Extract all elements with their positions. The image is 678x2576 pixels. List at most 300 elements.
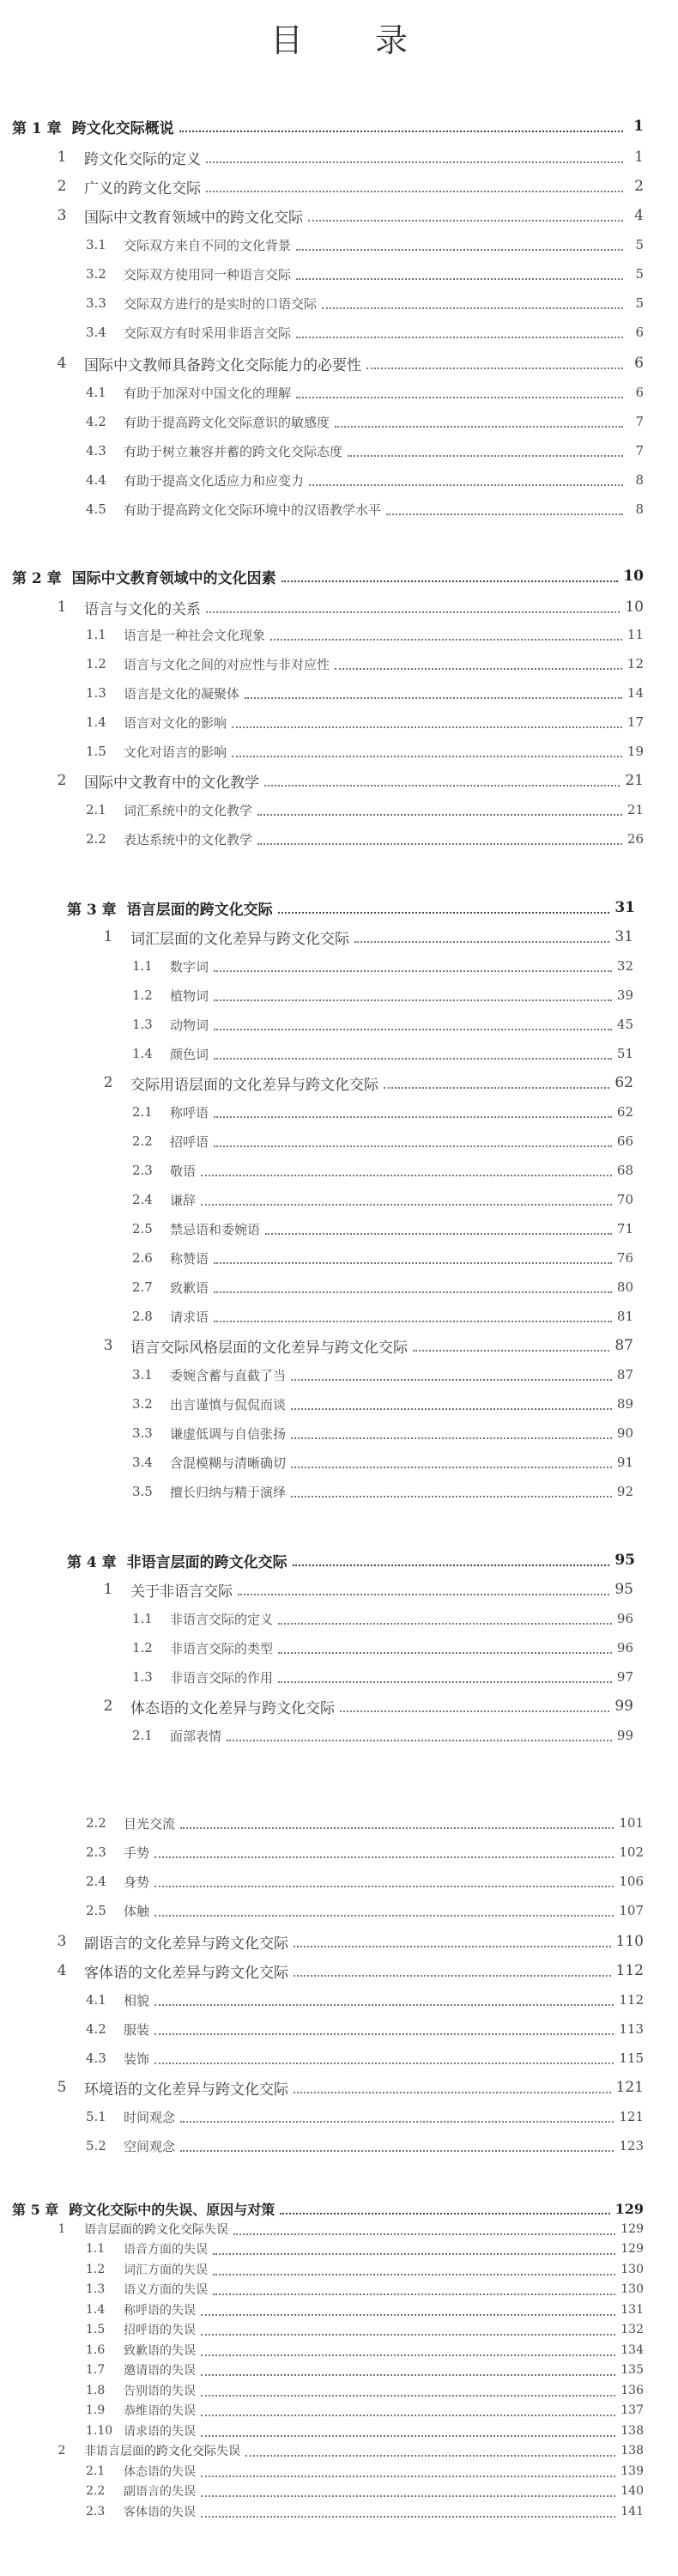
toc-number: 2.2 xyxy=(86,2484,106,2498)
toc-subsection-row[interactable] xyxy=(82,2044,644,2073)
toc-title: 体态语的文化差异与跨文化交际 xyxy=(130,1699,335,1717)
toc-number: 1.4 xyxy=(132,1046,153,1061)
toc-number: 3.1 xyxy=(132,1367,153,1382)
toc-number: 1.3 xyxy=(132,1669,153,1685)
toc-number: 3.5 xyxy=(132,1484,153,1499)
toc-number: 3.4 xyxy=(86,325,106,340)
toc-subsection-row[interactable] xyxy=(129,1010,633,1039)
toc-subsection-row[interactable] xyxy=(82,1896,644,1925)
toc-number: 1 xyxy=(103,928,113,945)
toc-subsection-row[interactable] xyxy=(129,1633,633,1662)
toc-subsection-row[interactable] xyxy=(129,1477,633,1506)
toc-number: 1 xyxy=(57,598,67,616)
toc-leader-dots xyxy=(291,1394,612,1410)
toc-subsection-row[interactable] xyxy=(82,620,644,649)
toc-leader-dots xyxy=(206,598,620,613)
toc-number: 1.9 xyxy=(86,2403,106,2417)
toc-title: 谦虚低调与自信张扬 xyxy=(170,1425,287,1442)
toc-page-number: 1 xyxy=(634,149,644,166)
toc-number: 2.3 xyxy=(132,1163,153,1178)
toc-leader-dots xyxy=(154,1872,614,1887)
toc-leader-dots xyxy=(213,2260,615,2275)
toc-leader-dots xyxy=(213,2239,615,2255)
toc-page-number: 91 xyxy=(616,1455,633,1470)
toc-title: 请求语 xyxy=(170,1309,209,1325)
toc-subsection-row[interactable] xyxy=(82,2461,644,2482)
toc-number: 2.2 xyxy=(86,831,106,847)
toc-title: 恭维语的失误 xyxy=(124,2404,196,2418)
toc-title: 招呼语的失误 xyxy=(124,2324,196,2337)
toc-subsection-row[interactable] xyxy=(82,2501,644,2522)
toc-subsection-row[interactable] xyxy=(82,230,644,259)
toc-section-row[interactable] xyxy=(86,1068,633,1097)
toc-number: 5.1 xyxy=(86,2109,106,2124)
toc-section-row[interactable] xyxy=(86,1331,633,1360)
toc-section-row[interactable] xyxy=(86,922,633,951)
toc-page-number: 5 xyxy=(635,295,644,311)
toc-leader-dots xyxy=(214,1278,612,1293)
toc-page-number: 70 xyxy=(616,1192,633,1207)
toc-section-row[interactable] xyxy=(39,2073,644,2102)
toc-title: 有助于加深对中国文化的理解 xyxy=(124,385,292,401)
toc-subsection-row[interactable] xyxy=(129,1360,633,1389)
toc-title: 空间观念 xyxy=(124,2138,176,2154)
toc-subsection-row[interactable] xyxy=(82,824,644,854)
toc-number: 第 4 章 xyxy=(67,1553,117,1571)
toc-number: 4.2 xyxy=(86,2021,106,2037)
toc-title: 致歉语的失误 xyxy=(124,2343,196,2358)
toc-number: 1.8 xyxy=(86,2383,106,2397)
toc-leader-dots xyxy=(257,800,622,816)
toc-title: 词汇系统中的文化教学 xyxy=(124,802,253,818)
toc-leader-dots xyxy=(265,1219,612,1235)
toc-section-row[interactable] xyxy=(39,143,644,172)
toc-subsection-row[interactable] xyxy=(129,1097,633,1127)
toc-subsection-row[interactable] xyxy=(82,465,644,495)
toc-leader-dots xyxy=(291,1424,612,1439)
toc-subsection-row[interactable] xyxy=(82,2319,644,2340)
toc-title: 有助于提高文化适应力和应变力 xyxy=(124,472,305,489)
toc-title: 称呼语 xyxy=(170,1104,209,1121)
toc-leader-dots xyxy=(293,1551,610,1566)
toc-number: 2 xyxy=(58,2444,66,2458)
toc-title: 跨文化交际概说 xyxy=(71,119,174,137)
toc-title: 语音方面的失误 xyxy=(124,2243,208,2257)
toc-title: 非语言层面的跨文化交际失误 xyxy=(84,2445,240,2458)
toc-title: 相貌 xyxy=(124,1992,150,2008)
toc-page-number: 130 xyxy=(620,2282,644,2296)
toc-number: 1.2 xyxy=(86,656,106,671)
toc-leader-dots xyxy=(386,500,623,515)
toc-page-number: 106 xyxy=(619,1874,644,1889)
toc-subsection-row[interactable] xyxy=(82,795,644,824)
toc-number: 4.1 xyxy=(86,385,106,400)
toc-leader-dots xyxy=(308,206,623,222)
toc-subsection-row[interactable] xyxy=(82,289,644,318)
toc-title: 非语言交际的作用 xyxy=(170,1669,274,1686)
toc-page-number: 21 xyxy=(627,802,644,817)
toc-subsection-row[interactable] xyxy=(129,1302,633,1331)
toc-number: 1.4 xyxy=(86,2302,106,2317)
toc-number: 2 xyxy=(57,178,67,195)
toc-page-number: 132 xyxy=(620,2323,644,2336)
toc-subsection-row[interactable] xyxy=(129,1419,633,1448)
toc-leader-dots xyxy=(270,625,622,641)
toc-page-number: 87 xyxy=(614,1337,633,1354)
toc-title: 交际双方使用同一种语言交际 xyxy=(124,266,292,283)
toc-leader-dots xyxy=(296,235,623,251)
toc-number: 第 2 章 xyxy=(12,569,62,587)
toc-subsection-row[interactable] xyxy=(82,2259,644,2280)
toc-subsection-row[interactable] xyxy=(82,649,644,678)
toc-title: 有助于提高跨文化交际意识的敏感度 xyxy=(124,414,330,430)
toc-section-row[interactable] xyxy=(86,1575,633,1604)
toc-section-row[interactable] xyxy=(39,349,644,378)
toc-number: 1.5 xyxy=(86,2323,106,2336)
toc-leader-dots xyxy=(154,1843,614,1858)
toc-subsection-row[interactable] xyxy=(82,2340,644,2360)
toc-title: 交际双方进行的是实时的口语交际 xyxy=(124,295,318,312)
toc-subsection-row[interactable] xyxy=(129,1185,633,1214)
toc-leader-dots xyxy=(179,117,623,132)
toc-page-number: 96 xyxy=(616,1640,633,1656)
toc-subsection-row[interactable] xyxy=(82,318,644,347)
toc-title: 语言与文化之间的对应性与非对应性 xyxy=(124,656,330,672)
toc-title: 告别语的失误 xyxy=(124,2384,196,2398)
toc-title: 目光交流 xyxy=(124,1815,176,1832)
toc-title: 敬语 xyxy=(170,1163,197,1179)
toc-number: 4.3 xyxy=(86,443,106,459)
toc-title: 交际双方有时采用非语言交际 xyxy=(124,325,292,341)
toc-section-row[interactable] xyxy=(39,1927,644,1956)
toc-page-number: 8 xyxy=(635,472,644,488)
toc-leader-dots xyxy=(291,1365,612,1381)
toc-title: 动物词 xyxy=(170,1017,209,1033)
toc-title: 客体语的文化差异与跨文化交际 xyxy=(84,1964,288,1982)
toc-title: 装饰 xyxy=(124,2050,150,2067)
toc-section-row[interactable] xyxy=(86,1692,633,1721)
toc-page-number: 1 xyxy=(633,118,644,135)
toc-number: 2 xyxy=(103,1074,113,1091)
toc-subsection-row[interactable] xyxy=(82,708,644,737)
toc-number: 1 xyxy=(58,2221,66,2236)
toc-subsection-row[interactable] xyxy=(129,1721,633,1750)
toc-page-number: 11 xyxy=(627,627,644,642)
toc-leader-dots xyxy=(245,2441,615,2457)
toc-number: 1.1 xyxy=(132,1611,153,1626)
toc-title: 交际双方来自不同的文化背景 xyxy=(124,237,292,253)
toc-page-number: 4 xyxy=(634,207,644,224)
toc-section-row[interactable] xyxy=(39,2219,644,2239)
toc-leader-dots xyxy=(232,742,622,757)
toc-subsection-row[interactable] xyxy=(82,2400,644,2421)
toc-leader-dots xyxy=(180,2107,614,2123)
toc-title: 邀请语的失误 xyxy=(124,2364,196,2378)
toc-page-number: 97 xyxy=(616,1669,633,1685)
toc-subsection-row[interactable] xyxy=(82,1808,644,1838)
toc-number: 2.8 xyxy=(132,1309,153,1324)
toc-leader-dots xyxy=(227,1726,612,1741)
toc-subsection-row[interactable] xyxy=(82,407,644,436)
toc-title: 服装 xyxy=(124,2021,150,2038)
toc-leader-dots xyxy=(154,2020,614,2035)
page-title: 目 录 xyxy=(269,21,439,59)
toc-subsection-row[interactable] xyxy=(82,1838,644,1867)
toc-section-row[interactable] xyxy=(39,766,644,795)
toc-subsection-row[interactable] xyxy=(129,1039,633,1068)
toc-leader-dots xyxy=(291,1453,612,1468)
toc-title: 禁忌语和委婉语 xyxy=(170,1221,261,1237)
toc-title: 客体语的失误 xyxy=(124,2505,196,2519)
toc-subsection-row[interactable] xyxy=(82,2300,644,2320)
toc-leader-dots xyxy=(384,1073,609,1089)
toc-number: 1.10 xyxy=(86,2423,113,2438)
toc-section-row[interactable] xyxy=(39,172,644,201)
toc-title: 含混模糊与清晰确切 xyxy=(170,1455,287,1471)
toc-title: 面部表情 xyxy=(170,1728,222,1744)
toc-number: 1.5 xyxy=(86,744,106,759)
toc-subsection-row[interactable] xyxy=(129,1662,633,1692)
toc-subsection-row[interactable] xyxy=(82,2131,644,2160)
toc-subsection-row[interactable] xyxy=(82,2239,644,2259)
toc-title: 非语言层面的跨文化交际 xyxy=(126,1553,288,1571)
toc-number: 3.2 xyxy=(132,1396,153,1412)
toc-leader-dots xyxy=(214,1015,612,1030)
toc-page-number: 31 xyxy=(614,928,633,945)
toc-page-number: 92 xyxy=(616,1484,633,1499)
toc-number: 5 xyxy=(57,2079,67,2096)
toc-leader-dots xyxy=(413,1336,609,1352)
toc-subsection-row[interactable] xyxy=(82,2014,644,2044)
toc-subsection-row[interactable] xyxy=(82,1867,644,1896)
toc-subsection-row[interactable] xyxy=(129,1243,633,1273)
toc-page-number: 112 xyxy=(619,1992,644,2008)
toc-number: 第 3 章 xyxy=(67,901,117,919)
toc-title: 颜色词 xyxy=(170,1046,209,1062)
toc-section-row[interactable] xyxy=(39,201,644,230)
toc-section-row[interactable] xyxy=(39,1956,644,1985)
toc-subsection-row[interactable] xyxy=(82,436,644,465)
toc-number: 4.4 xyxy=(86,472,106,488)
toc-subsection-row[interactable] xyxy=(82,378,644,407)
toc-subsection-row[interactable] xyxy=(129,1448,633,1477)
toc-subsection-row[interactable] xyxy=(82,1985,644,2014)
toc-number: 4 xyxy=(57,1962,67,1979)
toc-leader-dots xyxy=(201,2421,615,2437)
toc-subsection-row[interactable] xyxy=(82,2481,644,2501)
toc-subsection-row[interactable] xyxy=(82,495,644,524)
toc-title: 语言是一种社会文化现象 xyxy=(124,627,266,643)
toc-page-number: 87 xyxy=(616,1367,633,1382)
toc-subsection-row[interactable] xyxy=(129,1214,633,1243)
toc-page-number: 6 xyxy=(634,355,644,372)
toc-subsection-row[interactable] xyxy=(129,951,633,981)
toc-title: 有助于提高跨文化交际环境中的汉语教学水平 xyxy=(124,501,382,518)
toc-number: 1.2 xyxy=(132,1640,153,1656)
toc-page-number: 71 xyxy=(616,1221,633,1236)
toc-chapter-row[interactable] xyxy=(67,1546,635,1575)
toc-section-row[interactable] xyxy=(39,592,644,622)
toc-number: 2.4 xyxy=(86,1874,106,1889)
toc-title: 时间观念 xyxy=(124,2109,176,2125)
toc-leader-dots xyxy=(257,829,622,845)
toc-subsection-row[interactable] xyxy=(129,981,633,1010)
toc-leader-dots xyxy=(201,2300,615,2316)
toc-page-number: 102 xyxy=(619,1844,644,1860)
toc-page-number: 12 xyxy=(627,656,644,671)
toc-page-number: 14 xyxy=(627,685,644,701)
toc-subsection-row[interactable] xyxy=(82,2279,644,2300)
toc-subsection-row[interactable] xyxy=(82,678,644,708)
toc-title: 数字词 xyxy=(170,958,209,975)
toc-page-number: 51 xyxy=(616,1046,633,1061)
toc-chapter-row[interactable] xyxy=(12,562,644,591)
toc-page-number: 2 xyxy=(634,178,644,195)
toc-number: 第 5 章 xyxy=(12,2201,59,2218)
toc-number: 1.6 xyxy=(86,2342,106,2357)
toc-title: 语言层面的跨文化交际失误 xyxy=(84,2222,228,2237)
toc-leader-dots xyxy=(201,2502,615,2518)
toc-subsection-row[interactable] xyxy=(82,2421,644,2441)
toc-leader-dots xyxy=(201,2482,615,2497)
toc-title: 致歉语 xyxy=(170,1279,209,1296)
toc-leader-dots xyxy=(201,1190,612,1206)
toc-leader-dots xyxy=(296,264,623,280)
toc-title: 身势 xyxy=(124,1874,150,1890)
toc-leader-dots xyxy=(291,1482,612,1498)
toc-title: 语义方面的失误 xyxy=(124,2283,208,2297)
toc-leader-dots xyxy=(214,986,612,1001)
toc-number: 1.4 xyxy=(86,714,106,730)
toc-leader-dots xyxy=(214,1249,612,1264)
toc-leader-dots xyxy=(213,2280,615,2295)
toc-title: 语言是文化的凝聚体 xyxy=(124,685,240,702)
toc-leader-dots xyxy=(206,177,623,192)
toc-subsection-row[interactable] xyxy=(82,737,644,766)
toc-leader-dots xyxy=(201,2462,615,2477)
toc-title: 出言谨慎与侃侃而谈 xyxy=(170,1396,287,1413)
toc-page-number: 32 xyxy=(616,958,633,974)
toc-page-number: 121 xyxy=(619,2109,644,2124)
toc-page-number: 140 xyxy=(620,2484,644,2498)
toc-title: 称呼语的失误 xyxy=(124,2303,196,2318)
toc-subsection-row[interactable] xyxy=(82,2102,644,2131)
toc-leader-dots xyxy=(296,323,623,338)
toc-leader-dots xyxy=(154,2049,614,2064)
toc-title: 跨文化交际中的失误、原因与对策 xyxy=(69,2201,275,2218)
toc-title: 副语言的文化差异与跨文化交际 xyxy=(84,1935,288,1953)
toc-subsection-row[interactable] xyxy=(82,259,644,289)
toc-page-number: 76 xyxy=(616,1250,633,1266)
toc-number: 2 xyxy=(57,772,67,789)
toc-leader-dots xyxy=(366,354,623,369)
toc-chapter-row[interactable] xyxy=(12,2198,644,2219)
toc-number: 3 xyxy=(57,207,67,224)
toc-title: 交际用语层面的文化差异与跨文化交际 xyxy=(130,1076,378,1094)
toc-number: 2.1 xyxy=(132,1104,153,1120)
toc-page-number: 123 xyxy=(619,2138,644,2154)
toc-subsection-row[interactable] xyxy=(129,1156,633,1185)
toc-page-number: 89 xyxy=(616,1396,633,1412)
toc-page-number: 110 xyxy=(615,1933,644,1950)
toc-page-number: 95 xyxy=(614,1581,633,1598)
toc-subsection-row[interactable] xyxy=(129,1389,633,1419)
toc-page-number: 31 xyxy=(614,899,635,916)
toc-number: 2.6 xyxy=(132,1250,153,1266)
toc-subsection-row[interactable] xyxy=(129,1273,633,1302)
toc-section-row[interactable] xyxy=(39,2440,644,2461)
toc-subsection-row[interactable] xyxy=(82,2360,644,2380)
toc-number: 4 xyxy=(57,355,67,372)
toc-page-number: 129 xyxy=(614,2200,644,2217)
toc-page-number: 101 xyxy=(619,1815,644,1831)
toc-title: 请求语的失误 xyxy=(124,2424,196,2439)
toc-leader-dots xyxy=(201,2320,615,2336)
toc-page-number: 141 xyxy=(620,2504,644,2518)
toc-number: 2.5 xyxy=(132,1221,153,1236)
toc-number: 2.3 xyxy=(86,1844,106,1860)
toc-page-number: 10 xyxy=(625,598,644,616)
toc-leader-dots xyxy=(233,2220,615,2235)
toc-page-number: 5 xyxy=(635,237,644,252)
toc-title: 关于非语言交际 xyxy=(130,1583,233,1601)
toc-leader-dots xyxy=(322,294,623,309)
toc-page-number: 6 xyxy=(635,385,644,400)
toc-leader-dots xyxy=(294,1961,611,1977)
toc-leader-dots xyxy=(201,1161,612,1176)
toc-page-number: 95 xyxy=(614,1552,635,1569)
toc-number: 1.3 xyxy=(132,1017,153,1032)
toc-page-number: 99 xyxy=(616,1728,633,1743)
toc-leader-dots xyxy=(278,1638,612,1654)
toc-title: 国际中文教育中的文化教学 xyxy=(84,774,259,792)
toc-number: 4.5 xyxy=(86,501,106,517)
toc-page-number: 19 xyxy=(627,744,644,759)
toc-number: 2.4 xyxy=(132,1192,153,1207)
toc-title: 称赞语 xyxy=(170,1250,209,1267)
toc-subsection-row[interactable] xyxy=(129,1127,633,1156)
toc-number: 1 xyxy=(57,149,67,166)
toc-number: 3.1 xyxy=(86,237,106,252)
toc-number: 1.3 xyxy=(86,2282,106,2296)
toc-chapter-row[interactable] xyxy=(67,893,635,922)
toc-leader-dots xyxy=(154,1990,614,2006)
toc-title: 植物词 xyxy=(170,987,209,1004)
toc-leader-dots xyxy=(214,1103,612,1118)
toc-number: 2.7 xyxy=(132,1279,153,1295)
toc-title: 体态语的失误 xyxy=(124,2464,196,2479)
toc-chapter-row[interactable] xyxy=(12,112,644,141)
toc-number: 2.1 xyxy=(86,2464,106,2478)
toc-title: 副语言的失误 xyxy=(124,2485,196,2499)
toc-number: 2.2 xyxy=(86,1815,106,1831)
toc-leader-dots xyxy=(335,412,623,428)
toc-page-number: 136 xyxy=(620,2383,644,2397)
toc-title: 非语言交际的类型 xyxy=(170,1640,274,1656)
toc-title: 国际中文教育领域中的跨文化交际 xyxy=(84,209,303,227)
toc-subsection-row[interactable] xyxy=(129,1604,633,1633)
toc-number: 1.3 xyxy=(86,685,106,701)
toc-page-number: 135 xyxy=(620,2363,644,2377)
toc-page-number: 68 xyxy=(616,1163,633,1178)
toc-subsection-row[interactable] xyxy=(82,2380,644,2401)
toc-page-number: 62 xyxy=(616,1104,633,1120)
toc-leader-dots xyxy=(206,148,623,163)
toc-number: 4.2 xyxy=(86,414,106,429)
toc-number: 2 xyxy=(103,1698,113,1715)
toc-title: 擅长归纳与精于演绎 xyxy=(170,1484,287,1500)
toc-number: 2.2 xyxy=(132,1133,153,1149)
